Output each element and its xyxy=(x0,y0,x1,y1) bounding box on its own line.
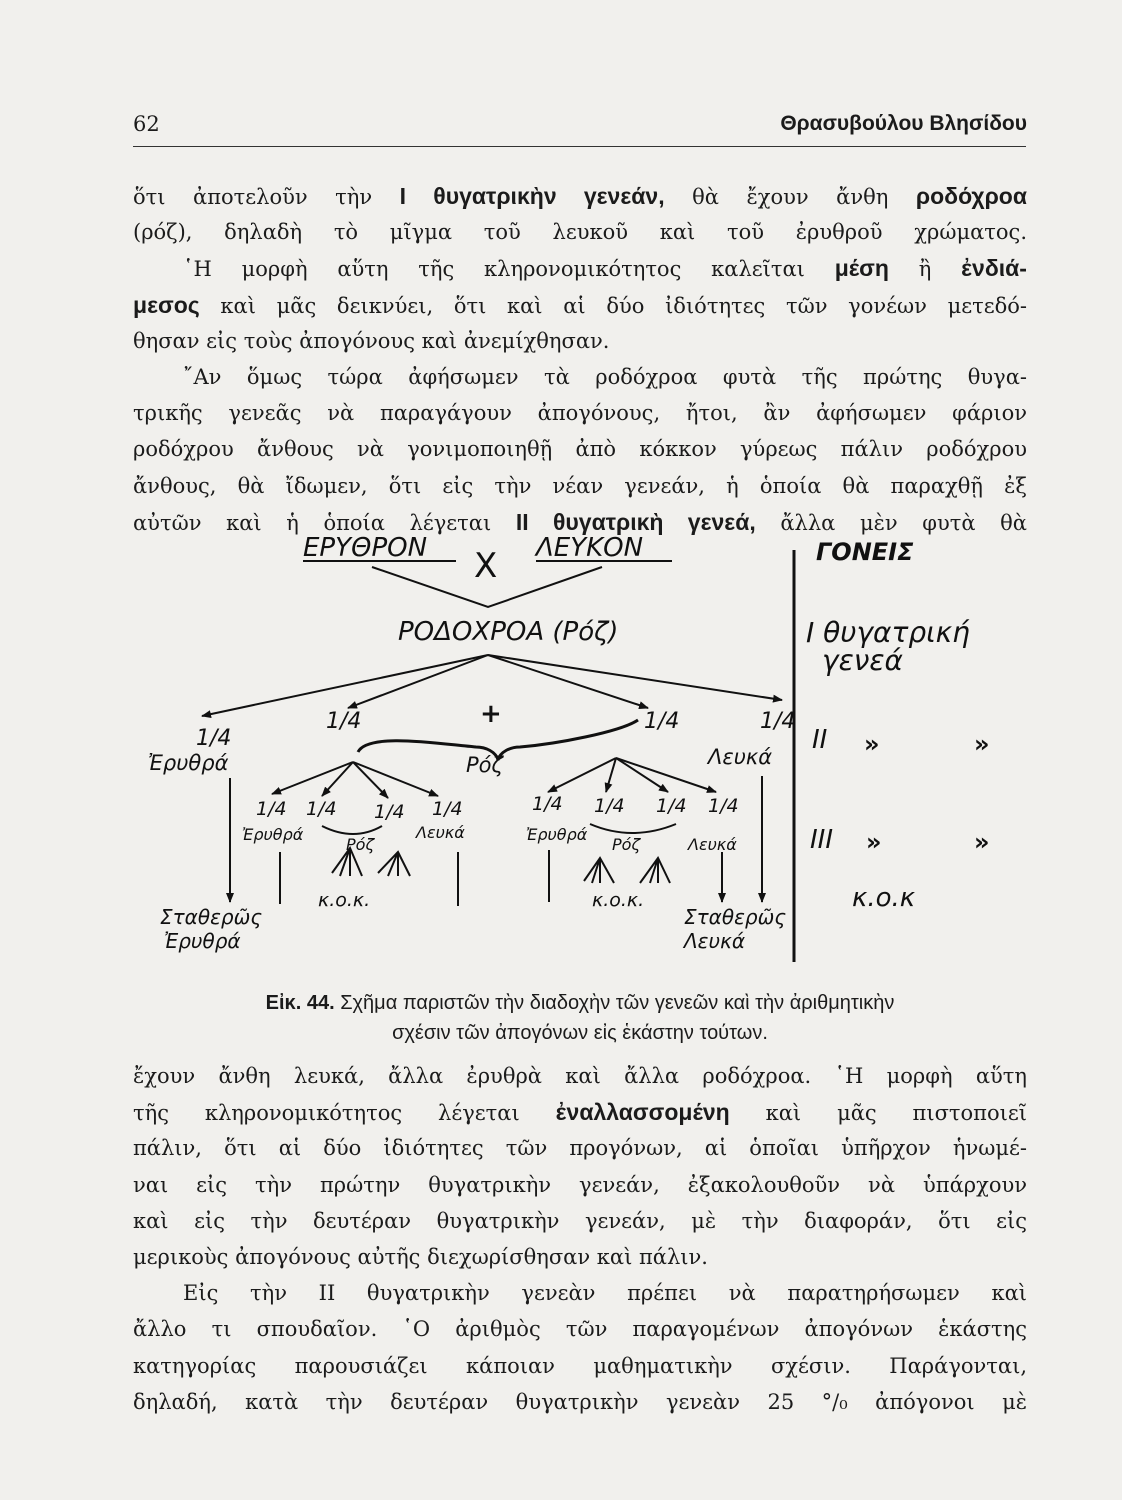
text-span: ὅτι ἀποτελοῦν τὴν xyxy=(133,185,400,209)
text-line: πάλιν, ὅτι αἱ δύο ἰδιότητες τῶν προγόνων, αἱ ὁποῖαι ὑπῆρχον ἡνωμέ- xyxy=(133,1136,1027,1161)
legend-gen3: III xyxy=(810,825,834,855)
arrow-r-2 xyxy=(606,758,616,792)
ditto-gen3-b: » xyxy=(974,828,990,856)
legend-gen2: II xyxy=(812,725,828,755)
label-l-white: Λευκά xyxy=(416,823,465,842)
text-span: ἢ xyxy=(888,257,962,282)
quarter-l-2: 1/4 xyxy=(306,798,337,820)
quarter-l-4: 1/4 xyxy=(432,798,463,820)
arrow-red xyxy=(202,655,488,716)
quarter-l-3: 1/4 xyxy=(374,801,405,823)
quarter-pink-2: 1/4 xyxy=(644,709,680,734)
legend-gen1-a: I θυγατρική xyxy=(806,616,970,649)
fan-left-1 xyxy=(332,848,362,876)
text-line: ναι εἰς τὴν πρώτην θυγατρικὴν γενεάν, ἐξακολουθοῦν νὰ ὑπάρχουν xyxy=(133,1172,1027,1197)
caption-line-2: σχέσιν τῶν ἀπογόνων εἰς ἑκάστην τούτων. xyxy=(392,1022,768,1044)
quarter-red: 1/4 xyxy=(196,726,232,751)
stable-white-1: Σταθερῶς xyxy=(684,905,787,929)
plus-sign: + xyxy=(480,699,502,729)
etc-left: κ.ο.κ. xyxy=(318,889,371,911)
text-line: μερικοὺς ἀπογόνους αὐτῆς διεχωρίσθησαν καὶ πάλιν. xyxy=(133,1244,708,1269)
arrow-pink-1 xyxy=(348,655,488,708)
text-line: (ρόζ), δηλαδὴ τὸ μῖγμα τοῦ λευκοῦ καὶ τοῦ ἐρυθροῦ χρώματος. xyxy=(133,220,1027,245)
caption-text: Σχῆμα παριστῶν τὴν διαδοχὴν τῶν γενεῶν καὶ τὴν ἀριθμητικὴν xyxy=(340,992,895,1014)
caption-label: Εἰκ. 44. xyxy=(265,992,335,1014)
text-line: τρικῆς γενεᾶς νὰ παραγάγουν ἀπογόνους, ἤτοι, ἂν ἀφήσωμεν φάριον xyxy=(133,401,1027,426)
text-span: αὐτῶν καὶ ἡ ὁποία λέγεται xyxy=(133,510,516,535)
arrow-l-2 xyxy=(322,762,353,796)
quarter-r-3: 1/4 xyxy=(656,795,687,817)
fan-right-1 xyxy=(584,858,614,883)
legend-etc: κ.ο.κ xyxy=(852,883,916,913)
label-l-pink: Ρόζ xyxy=(346,835,375,854)
text-line xyxy=(133,250,1027,286)
etc-right: κ.ο.κ. xyxy=(592,889,645,911)
text-span: ῾Η μορφὴ αὕτη τῆς κληρονομικότητος καλεῖται xyxy=(183,257,835,282)
cross-lines xyxy=(372,567,602,607)
ditto-gen2-a: » xyxy=(864,730,880,758)
percentage: 25 °/₀ xyxy=(767,1389,848,1414)
text-span: καὶ μᾶς δεικνύει, ὅτι καὶ αἱ δύο ἰδιότητες τῶν γονέων μετεδό- xyxy=(199,293,1027,318)
arrow-white xyxy=(488,655,782,700)
text-span: δηλαδή, κατὰ τὴν δευτέραν θυγατρικὴν γενεὰν xyxy=(133,1389,768,1414)
brace-pink xyxy=(358,720,638,760)
arrow-pink-2 xyxy=(488,655,648,708)
term-first-generation: I θυγατρικὴν γενεάν, xyxy=(399,183,665,209)
label-r-red: Ἐρυθρά xyxy=(526,825,588,844)
term-intermediate-end: μεσος xyxy=(133,291,200,318)
quarter-r-4: 1/4 xyxy=(708,795,739,817)
parent-red-label: ΕΡΥΘΡΟΝ xyxy=(303,533,428,563)
text-line xyxy=(133,287,1027,323)
label-white: Λευκά xyxy=(708,745,773,769)
label-l-red: Ἐρυθρά xyxy=(242,825,304,844)
text-line xyxy=(133,1094,1027,1130)
text-line: ἔχουν ἄνθη λευκά, ἄλλα ἐρυθρὰ καὶ ἄλλα ροδόχροα. ῾Η μορφὴ αὕτη xyxy=(133,1064,1027,1088)
text-line: ῎Αν ὅμως τώρα ἀφήσωμεν τὰ ροδόχροα φυτὰ τῆς πρώτης θυγα- xyxy=(183,364,1027,389)
text-line: καὶ εἰς τὴν δευτέραν θυγατρικὴν γενεάν, μὲ τὴν διαφοράν, ὅτι εἰς xyxy=(133,1208,1027,1233)
paragraph-1 xyxy=(133,178,1027,540)
label-r-white: Λευκά xyxy=(688,835,737,854)
term-alternating: ἐναλλασσομένη xyxy=(555,1099,730,1126)
term-middle: μέση xyxy=(834,255,889,282)
arrow-r-1 xyxy=(548,758,616,792)
ditto-gen2-b: » xyxy=(974,730,990,758)
brace-right-small xyxy=(590,824,676,833)
figure-caption xyxy=(133,988,1027,1048)
brace-left-small xyxy=(322,826,382,834)
label-r-pink: Ρόζ xyxy=(612,835,641,854)
text-span: καὶ μᾶς πιστοποιεῖ xyxy=(729,1101,1027,1126)
text-line xyxy=(133,178,1027,214)
label-red: Ἐρυθρά xyxy=(148,751,229,775)
quarter-r-2: 1/4 xyxy=(594,795,625,817)
legend-parents: ΓΟΝΕΙΣ xyxy=(816,538,914,566)
arrow-l-1 xyxy=(272,762,353,794)
text-line xyxy=(133,504,1027,540)
f1-label: ΡΟΔΟΧΡΟΑ (Ρόζ) xyxy=(398,617,619,647)
paragraph-2 xyxy=(133,1058,1027,1420)
text-span: ἄλλα μὲν φυτὰ θὰ xyxy=(755,510,1027,535)
stable-red-1: Σταθερῶς xyxy=(160,905,263,929)
parent-white-label: ΛΕΥΚΟΝ xyxy=(536,533,644,563)
text-span: τῆς κληρονομικότητος λέγεται xyxy=(133,1101,556,1126)
text-line: θησαν εἰς τοὺς ἀπογόνους καὶ ἀνεμίχθησαν. xyxy=(133,328,610,353)
quarter-pink-1: 1/4 xyxy=(326,709,362,734)
legend-gen1-b: γενεά xyxy=(822,644,903,677)
text-span: θὰ ἔχουν ἄνθη xyxy=(664,185,916,209)
label-pink: Ρόζ xyxy=(466,753,503,777)
arrow-l-4 xyxy=(353,762,438,796)
header-rule xyxy=(133,146,1026,147)
quarter-r-1: 1/4 xyxy=(532,793,563,815)
arrow-r-3 xyxy=(616,758,668,792)
term-second-generation: II θυγατρικὴ γενεά, xyxy=(515,508,756,535)
quarter-white: 1/4 xyxy=(760,709,796,734)
arrow-l-3 xyxy=(353,762,388,798)
fan-right-2 xyxy=(640,858,670,883)
stable-white-2: Λευκά xyxy=(684,929,746,953)
text-line xyxy=(133,1384,1027,1420)
cross-sign: X xyxy=(474,546,498,586)
ditto-gen3-a: » xyxy=(866,828,882,856)
text-line: ἄλλο τι σπουδαῖον. ῾Ο ἀριθμὸς τῶν παραγομένων ἀπογόνων ἑκάστης xyxy=(133,1317,1027,1342)
running-title: Θρασυβούλου Βλησίδου xyxy=(780,112,1027,135)
text-line: κατηγορίας παρουσιάζει κάποιαν μαθηματικὴν σχέσιν. Παράγονται, xyxy=(133,1353,1027,1378)
text-span: ἀπόγονοι μὲ xyxy=(847,1389,1028,1414)
term-pink: ροδόχροα xyxy=(915,183,1027,209)
caption-line-1 xyxy=(133,988,1027,1018)
stable-red-2: Ἐρυθρά xyxy=(164,929,241,953)
text-line: Εἰς τὴν II θυγατρικὴν γενεὰν πρέπει νὰ παρατηρήσωμεν καὶ xyxy=(183,1281,1027,1306)
text-line: ροδόχρου ἄνθους νὰ γονιμοποιηθῇ ἀπὸ κόκκον γύρεως πάλιν ροδόχρου xyxy=(133,437,1027,462)
term-intermediate: ἐνδιά- xyxy=(961,255,1027,282)
page-number: 62 xyxy=(133,112,160,136)
fan-left-2 xyxy=(378,852,410,876)
quarter-l-1: 1/4 xyxy=(256,798,287,820)
text-line: ἄνθους, θὰ ἴδωμεν, ὅτι εἰς τὴν νέαν γενεάν, ἡ ὁποία θὰ παραχθῇ ἐξ xyxy=(133,473,1027,498)
arrow-r-4 xyxy=(616,758,716,792)
